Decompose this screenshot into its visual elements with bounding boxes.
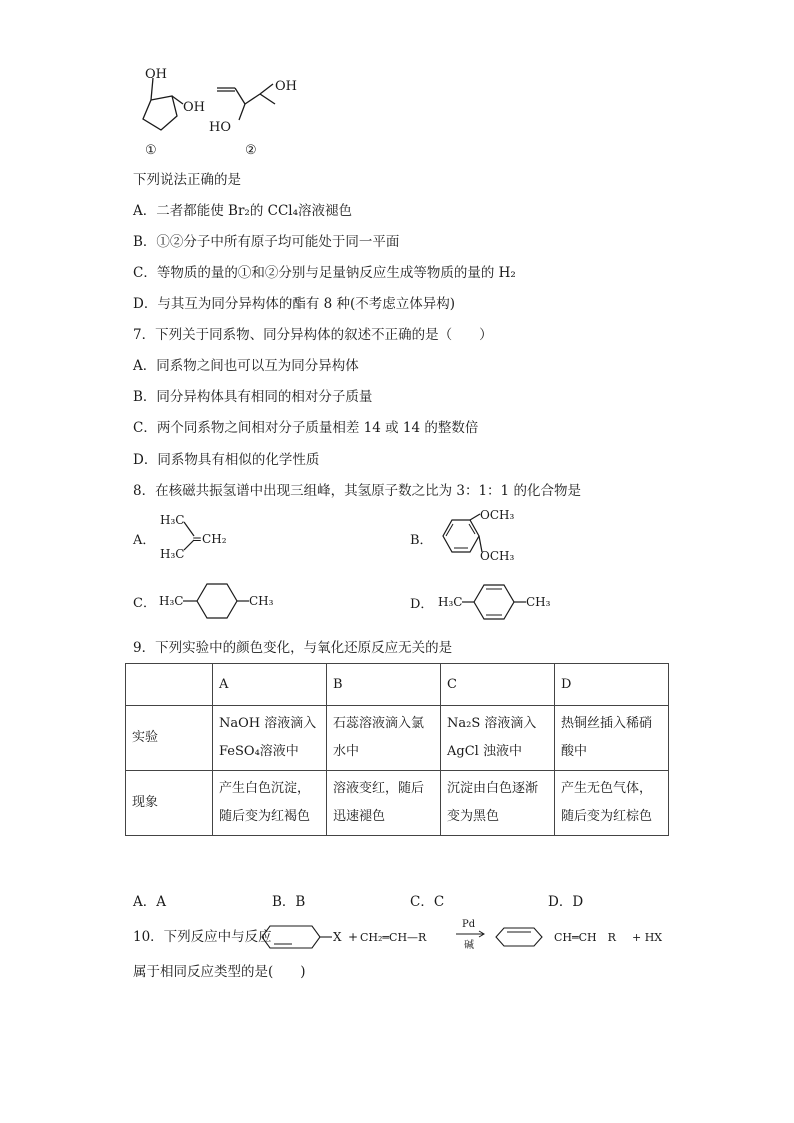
q6-option-d[interactable]: D．与其互为同分异构体的酯有 8 种(不考虑立体异构)	[133, 296, 456, 312]
table-cell: 热铜丝插入稀硝酸中	[555, 706, 669, 771]
alkene-label: CH₂═CH—R	[360, 931, 427, 944]
table-header-cell: A	[213, 664, 327, 706]
q9-choice-d[interactable]: D．D	[548, 894, 584, 910]
table-cell: 沉淀由白色逐渐变为黑色	[441, 771, 555, 836]
q6-stem: 下列说法正确的是	[133, 172, 241, 188]
q7-stem: 7．下列关于同系物、同分异构体的叙述不正确的是（ ）	[133, 327, 493, 343]
table-cell: 产生白色沉淀，随后变为红褐色	[213, 771, 327, 836]
q8-structure-b-dimethoxybenzene	[432, 508, 532, 568]
table-cell: NaOH 溶液滴入 FeSO₄溶液中	[213, 706, 327, 771]
ch3-label: H₃C	[160, 513, 185, 527]
table-cell: 实验	[126, 706, 213, 771]
oh-label: OH	[275, 79, 297, 94]
q8-label-d[interactable]: D．	[410, 597, 434, 612]
ch3-label: CH₃	[249, 594, 274, 608]
och3-label: OCH₃	[480, 508, 515, 522]
ch3-label: CH₃	[526, 595, 551, 609]
table-cell: 溶液变红，随后迅速褪色	[327, 771, 441, 836]
table-header-cell	[126, 664, 213, 706]
q8-label-c[interactable]: C．	[133, 596, 156, 611]
catalyst-label: Pd	[462, 919, 476, 930]
q10-reaction-equation	[262, 918, 662, 958]
x-label: X	[333, 930, 342, 944]
q9-choice-b[interactable]: B．B	[272, 894, 306, 910]
ch3-label: H₃C	[159, 594, 184, 608]
q9-choice-c[interactable]: C．C	[410, 894, 445, 910]
q6-option-a[interactable]: A．二者都能使 Br₂的 CCl₄溶液褪色	[133, 203, 353, 219]
q8-stem: 8．在核磁共振氢谱中出现三组峰，其氢原子数之比为 3：1：1 的化合物是	[133, 483, 581, 499]
ho-label: HO	[209, 120, 231, 135]
structure-label-2: ②	[245, 143, 257, 158]
q8-structure-a-isobutene	[158, 510, 248, 565]
q7-option-b[interactable]: B．同分异构体具有相同的相对分子质量	[133, 389, 373, 405]
q7-option-c[interactable]: C．两个同系物之间相对分子质量相差 14 或 14 的整数倍	[133, 420, 479, 436]
base-label: 碱	[464, 940, 474, 951]
table-header-cell: C	[441, 664, 555, 706]
q7-option-d[interactable]: D．同系物具有相似的化学性质	[133, 452, 320, 468]
product-label: CH═CH R	[554, 931, 616, 944]
plus-sign: +	[348, 930, 359, 944]
q9-experiment-table	[125, 663, 669, 836]
alkene-label: =CH₂	[192, 532, 227, 546]
table-row	[126, 771, 669, 836]
ch3-label: H₃C	[438, 595, 463, 609]
hx-label: + HX	[632, 931, 663, 944]
q8-label-b[interactable]: B．	[410, 533, 433, 548]
table-header-cell: B	[327, 664, 441, 706]
q8-structure-c-dimethylcyclohexane	[157, 578, 287, 622]
structure-1-cyclopentanediol	[125, 64, 215, 158]
table-cell: Na₂S 溶液滴入 AgCl 浊液中	[441, 706, 555, 771]
q7-option-a[interactable]: A．同系物之间也可以互为同分异构体	[133, 358, 359, 374]
q8-label-a[interactable]: A．	[133, 533, 156, 548]
q6-option-b[interactable]: B．①②分子中所有原子均可能处于同一平面	[133, 234, 400, 250]
q9-stem: 9．下列实验中的颜色变化，与氧化还原反应无关的是	[133, 640, 453, 656]
table-cell: 现象	[126, 771, 213, 836]
oh-label: OH	[145, 67, 167, 82]
q10-stem-suffix: 属于相同反应类型的是( )	[133, 964, 306, 980]
q6-option-c[interactable]: C．等物质的量的①和②分别与足量钠反应生成等物质的量的 H₂	[133, 265, 516, 281]
table-header-row	[126, 664, 669, 706]
table-cell: 石蕊溶液滴入氯水中	[327, 706, 441, 771]
table-row	[126, 706, 669, 771]
och3-label: OCH₃	[480, 549, 515, 563]
q10-stem-prefix: 10．下列反应中与反应	[133, 929, 272, 945]
q9-choice-a[interactable]: A．A	[133, 894, 166, 910]
ch3-label: H₃C	[160, 547, 185, 561]
oh-label: OH	[183, 100, 205, 115]
table-header-cell: D	[555, 664, 669, 706]
q8-structure-d-p-xylene	[436, 578, 566, 624]
table-cell: 产生无色气体，随后变为红棕色	[555, 771, 669, 836]
structure-label-1: ①	[145, 143, 157, 158]
structure-2-pentenediol	[205, 72, 305, 158]
